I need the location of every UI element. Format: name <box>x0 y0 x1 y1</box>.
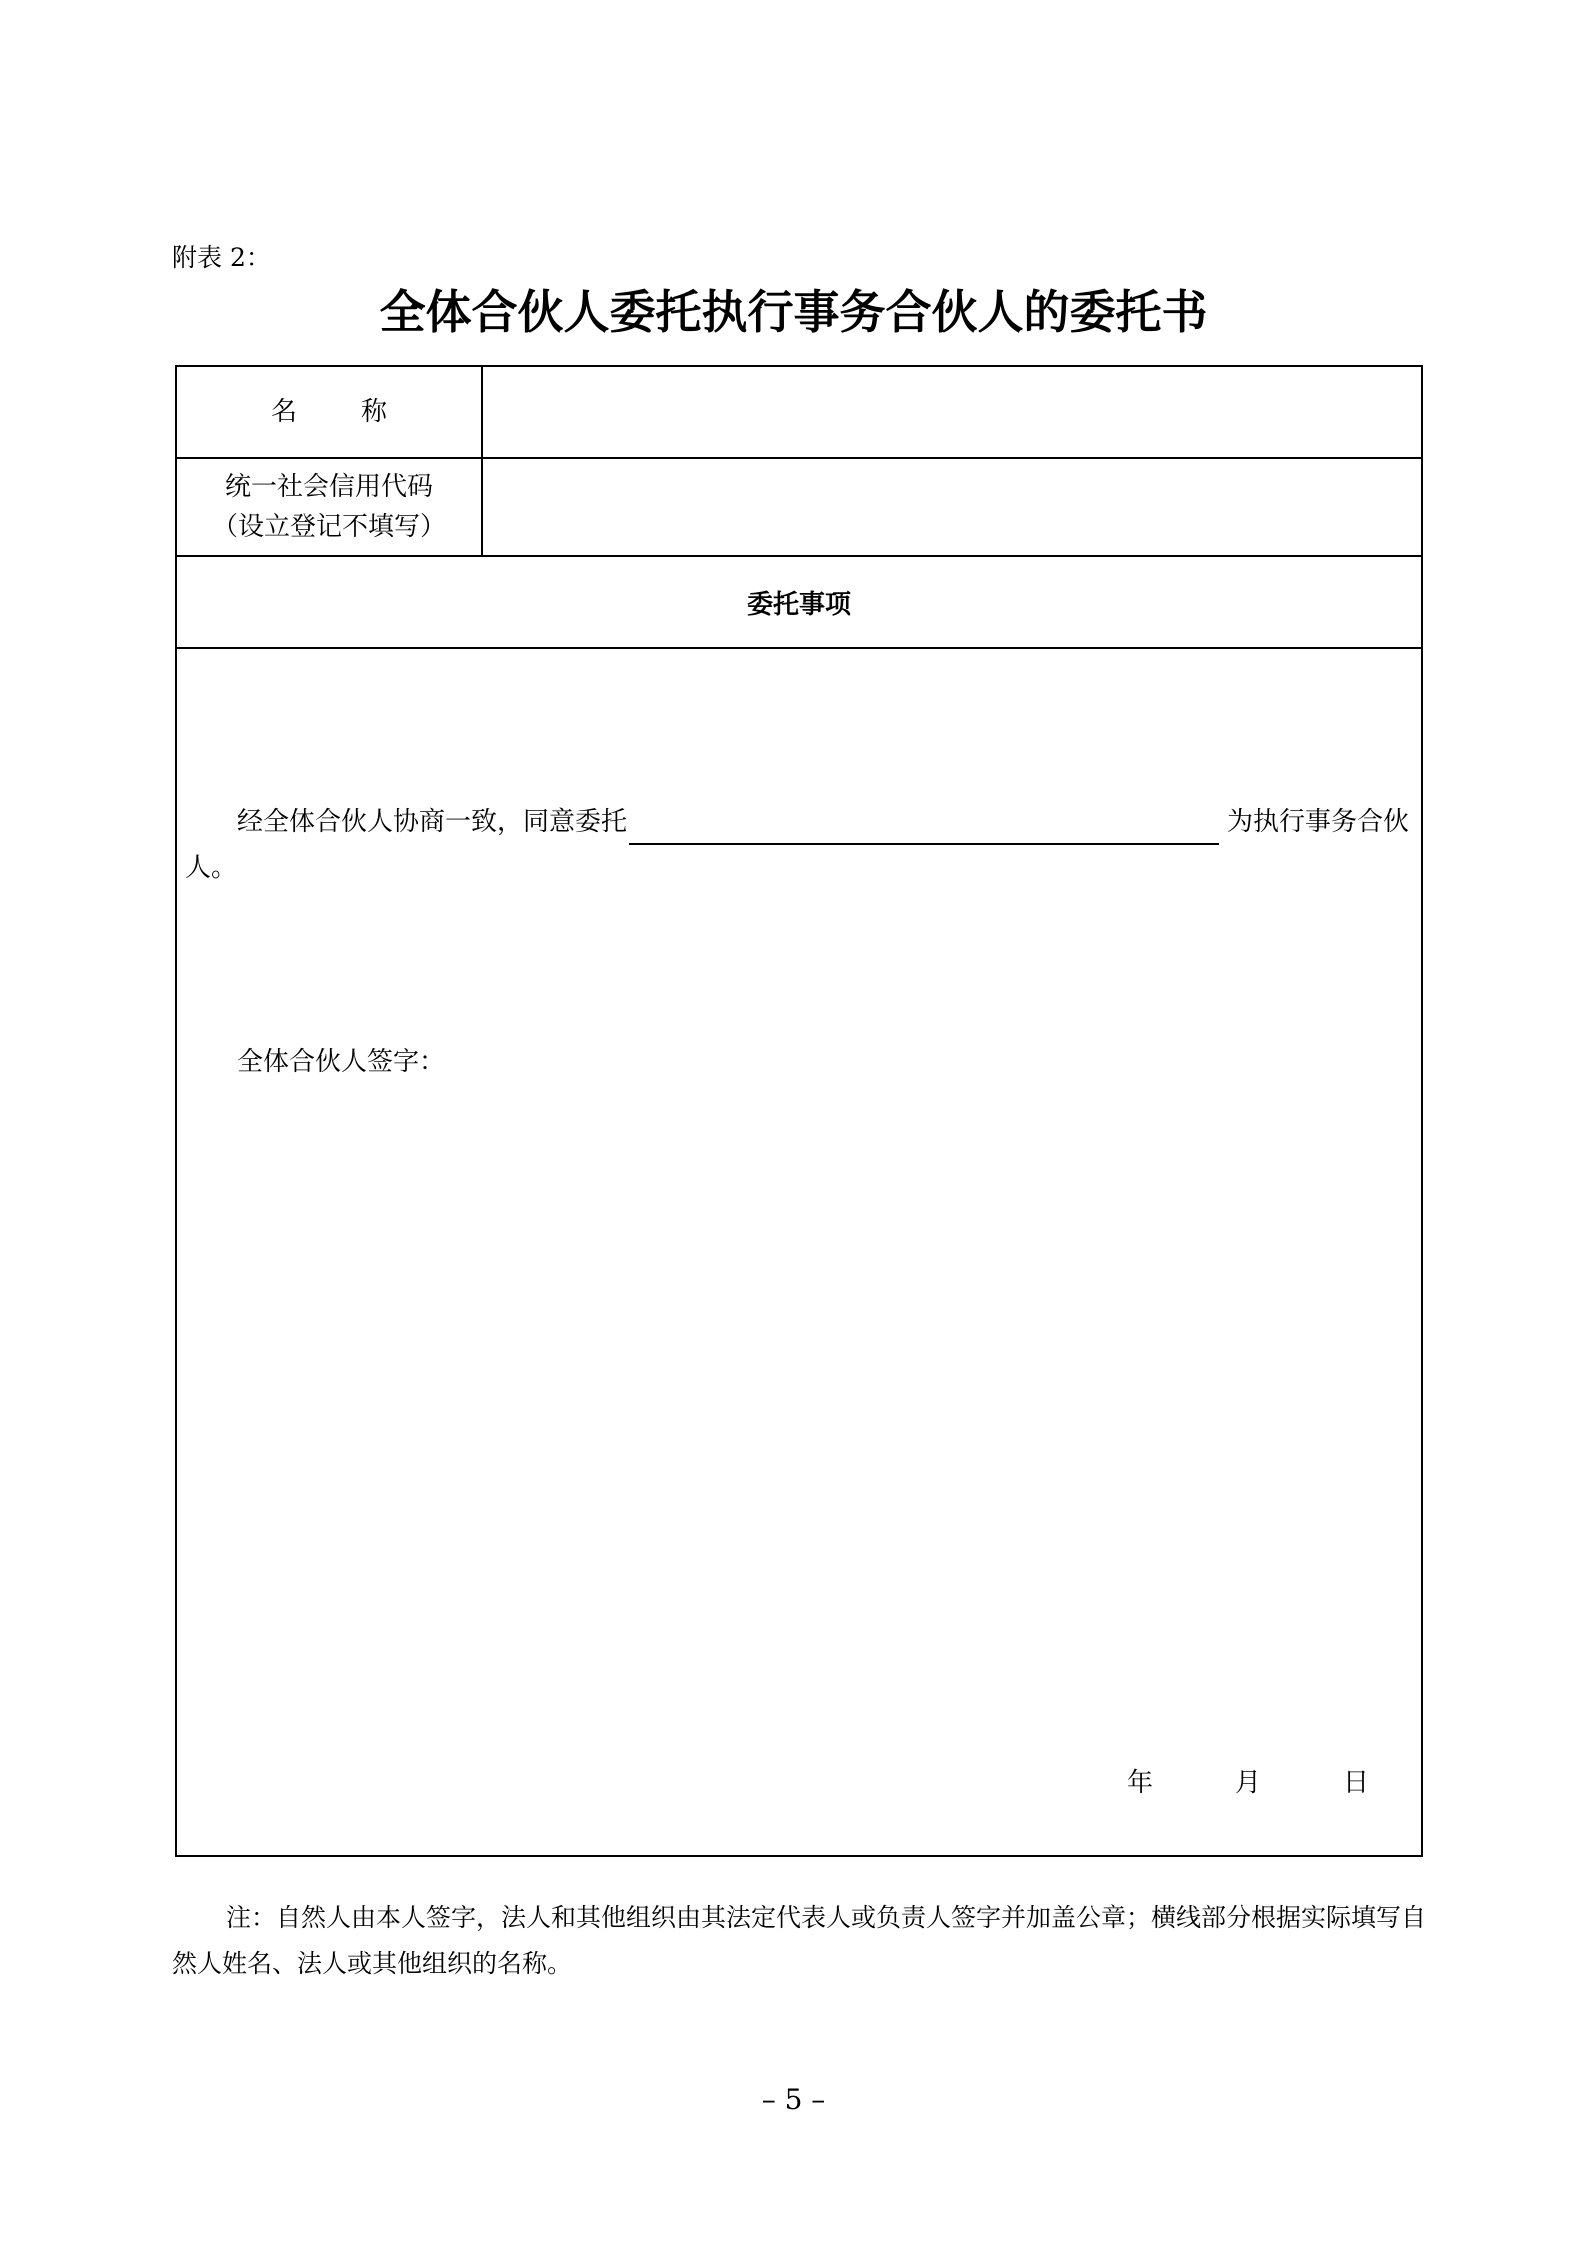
date-month: 月 <box>1234 1768 1261 1798</box>
credit-code-field[interactable] <box>483 459 1421 555</box>
credit-code-row <box>177 459 1421 557</box>
matter-header: 委托事项 <box>746 589 851 620</box>
paragraph-text-after: 为执行事务合伙人。 <box>185 807 1410 883</box>
name-row <box>177 367 1421 459</box>
signature-label: 全体合伙人签字： <box>237 1047 446 1077</box>
paragraph-text-before: 经全体合伙人协商一致，同意委托 <box>237 807 628 837</box>
credit-code-label-cell <box>177 459 483 555</box>
name-field[interactable] <box>483 367 1421 457</box>
date-year: 年 <box>1126 1768 1153 1798</box>
name-label-cell <box>177 367 483 457</box>
date-line <box>1127 1763 1369 1803</box>
entrust-paragraph <box>185 799 1413 891</box>
credit-code-note: （设立登记不填写） <box>211 512 446 542</box>
credit-code-label: 统一社会信用代码 <box>224 472 433 502</box>
matter-header-row <box>177 557 1421 649</box>
name-label: 名称 <box>270 397 451 427</box>
document-title: 全体合伙人委托执行事务合伙人的委托书 <box>379 285 1208 339</box>
footnote: 注：自然人由本人签字，法人和其他组织由其法定代表人或负责人签字并加盖公章；横线部分根据实际填写自然人姓名、法人或其他组织的名称。 <box>172 1903 1427 1978</box>
delegate-blank-field[interactable] <box>629 813 1219 845</box>
attachment-label: 附表 2： <box>172 243 271 272</box>
page-number: – 5 – <box>761 2083 826 2116</box>
date-day: 日 <box>1342 1768 1369 1798</box>
matter-body <box>177 649 1421 1855</box>
entrustment-form-table <box>175 365 1423 1857</box>
